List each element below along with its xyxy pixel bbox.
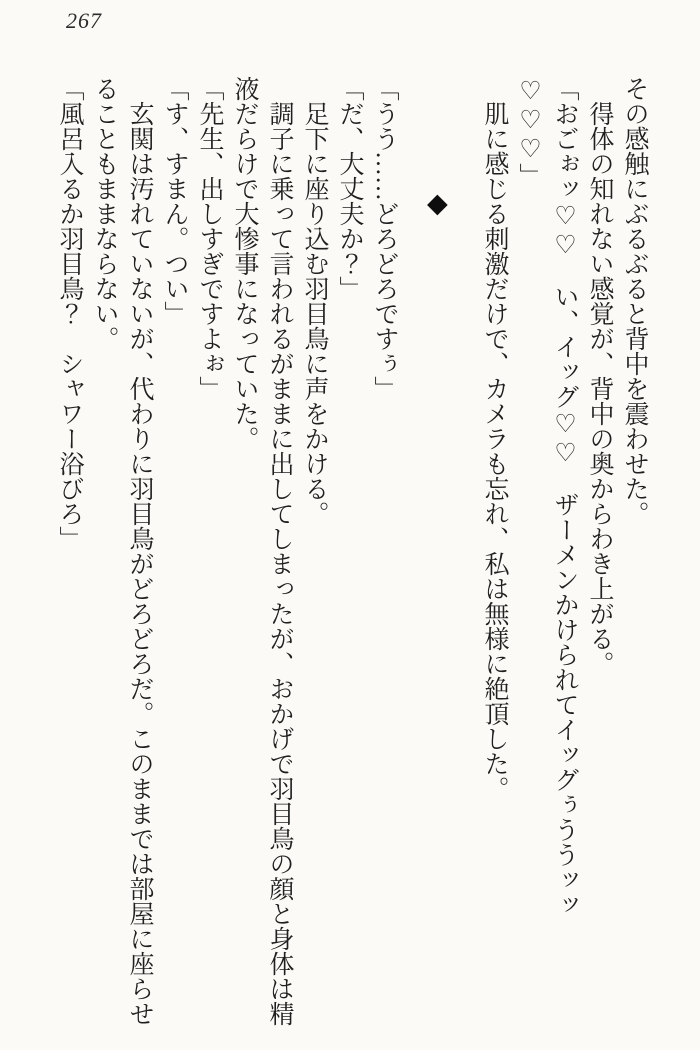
heart-symbol: ♡ xyxy=(516,134,543,163)
paragraph: 足下に座り込む羽目鳥に声をかける。 xyxy=(301,101,328,526)
paragraph: 「す、すまん。つい」 xyxy=(161,76,188,326)
text-block-before-break xyxy=(477,76,652,1026)
heart-symbol: ♡ xyxy=(516,105,543,134)
heart-symbol: ♡ xyxy=(551,201,578,230)
heart-symbol: ♡ xyxy=(551,230,578,259)
paragraph: 「うう……どろどろですぅ」 xyxy=(371,76,398,401)
paragraph: 「先生、出しすぎですよぉ」 xyxy=(196,76,223,401)
paragraph: 肌に感じる刺激だけで、カメラも忘れ、私は無様に絶頂した。 xyxy=(481,101,508,801)
heart-symbol: ♡ xyxy=(551,438,578,467)
page-number: 267 xyxy=(66,8,102,33)
paragraph: その感触にぶるぶると背中を震わせた。 xyxy=(621,76,648,526)
paragraph: 得体の知れない感覚が、背中の奥からわき上がる。 xyxy=(586,101,613,676)
paragraph: 「おごぉッ♡♡ い、イッグ♡♡ ザーメンかけられてイッグぅううッッ♡♡♡」 xyxy=(516,76,578,917)
heart-symbol: ♡ xyxy=(551,409,578,438)
paragraph: 調子に乗って言われるがままに出してしまったが、おかげで羽目鳥の顔と身体は精液だらけで大惨事になっていた。 xyxy=(231,76,293,1026)
paragraph: 「風呂入るか羽目鳥？ シャワー浴びろ」 xyxy=(56,76,83,551)
paragraph: 「だ、大丈夫か？」 xyxy=(336,76,363,301)
text-block-after-break xyxy=(52,76,402,1026)
heart-symbol: ♡ xyxy=(516,76,543,105)
paragraph: 玄関は汚れていないが、代わりに羽目鳥がどろどろだ。このままでは部屋に座らせることもままならない。 xyxy=(91,76,153,1026)
section-break-diamond-icon: ◆ xyxy=(427,188,448,219)
